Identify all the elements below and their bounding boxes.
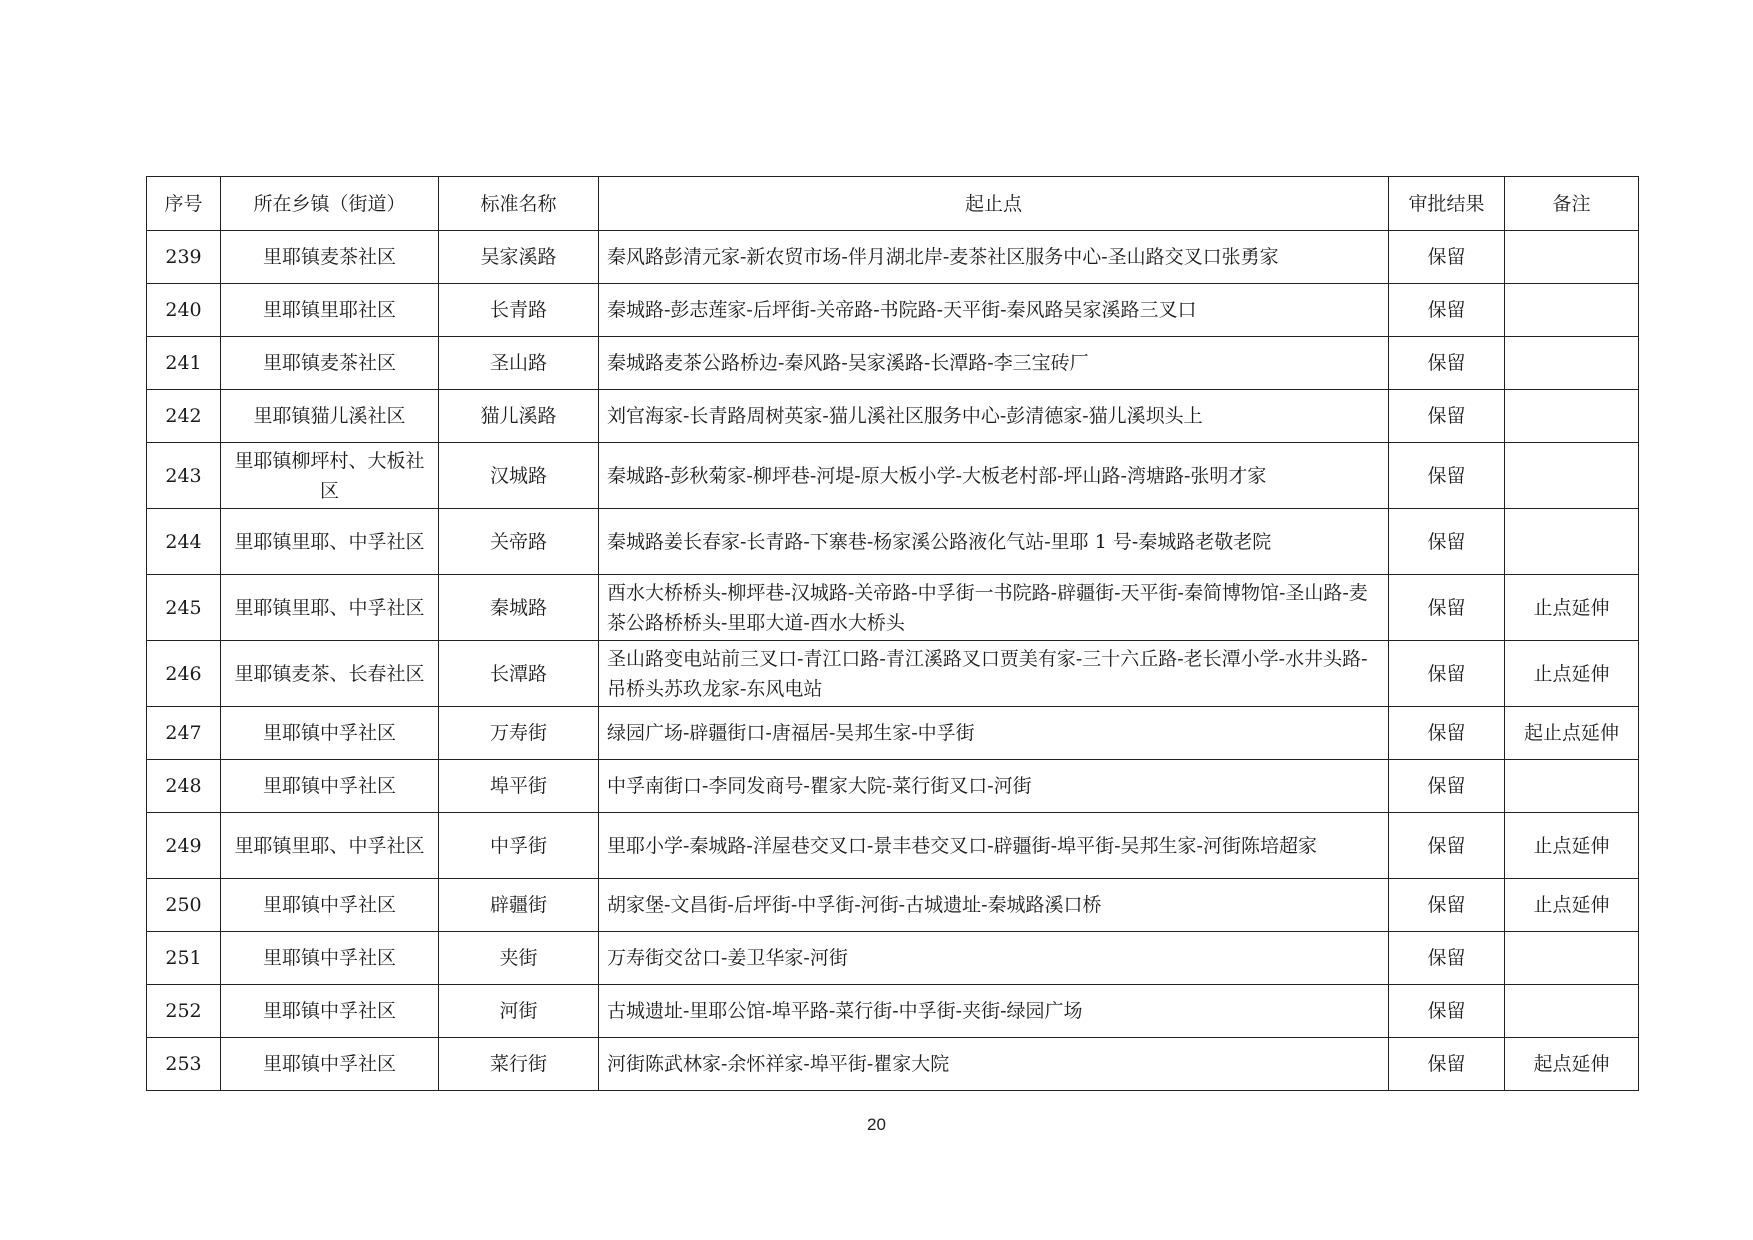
row-note bbox=[1505, 337, 1639, 390]
row-name: 汉城路 bbox=[439, 443, 599, 509]
row-note bbox=[1505, 443, 1639, 509]
row-name: 猫儿溪路 bbox=[439, 390, 599, 443]
row-town: 里耶镇麦茶社区 bbox=[221, 337, 439, 390]
row-result: 保留 bbox=[1389, 443, 1505, 509]
table-row bbox=[147, 443, 1639, 509]
row-name: 中孚街 bbox=[439, 813, 599, 879]
row-route: 万寿街交岔口-姜卫华家-河街 bbox=[599, 932, 1389, 985]
row-town: 里耶镇柳坪村、大板社区 bbox=[221, 443, 439, 509]
row-route: 秦城路-彭志莲家-后坪街-关帝路-书院路-天平街-秦风路吴家溪路三叉口 bbox=[599, 284, 1389, 337]
table-row bbox=[147, 879, 1639, 932]
header-route: 起止点 bbox=[599, 177, 1389, 231]
row-result: 保留 bbox=[1389, 231, 1505, 284]
row-number: 244 bbox=[147, 509, 221, 575]
row-town: 里耶镇中孚社区 bbox=[221, 932, 439, 985]
table-row bbox=[147, 1038, 1639, 1091]
row-result: 保留 bbox=[1389, 337, 1505, 390]
row-number: 247 bbox=[147, 707, 221, 760]
row-result: 保留 bbox=[1389, 1038, 1505, 1091]
row-route: 里耶小学-秦城路-洋屋巷交叉口-景丰巷交叉口-辟疆街-埠平街-吴邦生家-河街陈培超家 bbox=[599, 813, 1389, 879]
header-result: 审批结果 bbox=[1389, 177, 1505, 231]
table-row bbox=[147, 575, 1639, 641]
row-name: 吴家溪路 bbox=[439, 231, 599, 284]
row-name: 长潭路 bbox=[439, 641, 599, 707]
row-note bbox=[1505, 390, 1639, 443]
row-note: 止点延伸 bbox=[1505, 879, 1639, 932]
row-note: 止点延伸 bbox=[1505, 575, 1639, 641]
table-row bbox=[147, 707, 1639, 760]
row-route: 中孚南街口-李同发商号-瞿家大院-菜行街叉口-河街 bbox=[599, 760, 1389, 813]
row-name: 关帝路 bbox=[439, 509, 599, 575]
row-number: 243 bbox=[147, 443, 221, 509]
row-note: 止点延伸 bbox=[1505, 813, 1639, 879]
header-name: 标准名称 bbox=[439, 177, 599, 231]
row-name: 秦城路 bbox=[439, 575, 599, 641]
row-name: 河街 bbox=[439, 985, 599, 1038]
row-number: 248 bbox=[147, 760, 221, 813]
row-number: 252 bbox=[147, 985, 221, 1038]
row-route: 胡家堡-文昌街-后坪街-中孚街-河街-古城遗址-秦城路溪口桥 bbox=[599, 879, 1389, 932]
row-route: 秦城路麦茶公路桥边-秦风路-吴家溪路-长潭路-李三宝砖厂 bbox=[599, 337, 1389, 390]
row-result: 保留 bbox=[1389, 707, 1505, 760]
row-number: 241 bbox=[147, 337, 221, 390]
row-name: 菜行街 bbox=[439, 1038, 599, 1091]
row-note bbox=[1505, 985, 1639, 1038]
row-town: 里耶镇里耶、中孚社区 bbox=[221, 509, 439, 575]
row-route: 秦城路-彭秋菊家-柳坪巷-河堤-原大板小学-大板老村部-坪山路-湾塘路-张明才家 bbox=[599, 443, 1389, 509]
row-number: 240 bbox=[147, 284, 221, 337]
header-note: 备注 bbox=[1505, 177, 1639, 231]
table-row bbox=[147, 284, 1639, 337]
row-name: 圣山路 bbox=[439, 337, 599, 390]
row-route: 秦城路姜长春家-长青路-下寨巷-杨家溪公路液化气站-里耶 1 号-秦城路老敬老院 bbox=[599, 509, 1389, 575]
table-row bbox=[147, 390, 1639, 443]
row-result: 保留 bbox=[1389, 813, 1505, 879]
row-result: 保留 bbox=[1389, 932, 1505, 985]
row-number: 245 bbox=[147, 575, 221, 641]
row-route: 河街陈武林家-余怀祥家-埠平街-瞿家大院 bbox=[599, 1038, 1389, 1091]
row-name: 夹街 bbox=[439, 932, 599, 985]
row-note: 起点延伸 bbox=[1505, 1038, 1639, 1091]
row-result: 保留 bbox=[1389, 390, 1505, 443]
row-town: 里耶镇里耶、中孚社区 bbox=[221, 813, 439, 879]
row-number: 250 bbox=[147, 879, 221, 932]
row-note bbox=[1505, 509, 1639, 575]
row-town: 里耶镇中孚社区 bbox=[221, 760, 439, 813]
road-naming-table bbox=[146, 176, 1639, 1091]
row-route: 酉水大桥桥头-柳坪巷-汉城路-关帝路-中孚街一书院路-辟疆街-天平街-秦简博物馆-圣山路-麦茶公路桥桥头-里耶大道-酉水大桥头 bbox=[599, 575, 1389, 641]
table-row bbox=[147, 932, 1639, 985]
row-number: 253 bbox=[147, 1038, 221, 1091]
row-result: 保留 bbox=[1389, 879, 1505, 932]
row-note: 起止点延伸 bbox=[1505, 707, 1639, 760]
row-route: 刘官海家-长青路周树英家-猫儿溪社区服务中心-彭清德家-猫儿溪坝头上 bbox=[599, 390, 1389, 443]
row-name: 辟疆街 bbox=[439, 879, 599, 932]
row-number: 251 bbox=[147, 932, 221, 985]
row-note bbox=[1505, 231, 1639, 284]
row-result: 保留 bbox=[1389, 641, 1505, 707]
row-number: 249 bbox=[147, 813, 221, 879]
row-number: 239 bbox=[147, 231, 221, 284]
table-row bbox=[147, 641, 1639, 707]
table-header-row bbox=[147, 177, 1639, 231]
row-town: 里耶镇猫儿溪社区 bbox=[221, 390, 439, 443]
row-result: 保留 bbox=[1389, 985, 1505, 1038]
row-result: 保留 bbox=[1389, 509, 1505, 575]
row-number: 246 bbox=[147, 641, 221, 707]
row-route: 古城遗址-里耶公馆-埠平路-菜行街-中孚街-夹街-绿园广场 bbox=[599, 985, 1389, 1038]
row-name: 万寿街 bbox=[439, 707, 599, 760]
row-result: 保留 bbox=[1389, 760, 1505, 813]
row-note: 止点延伸 bbox=[1505, 641, 1639, 707]
header-town: 所在乡镇（街道） bbox=[221, 177, 439, 231]
row-note bbox=[1505, 932, 1639, 985]
row-route: 绿园广场-辟疆街口-唐福居-吴邦生家-中孚街 bbox=[599, 707, 1389, 760]
row-name: 长青路 bbox=[439, 284, 599, 337]
table-row bbox=[147, 985, 1639, 1038]
row-note bbox=[1505, 284, 1639, 337]
row-name: 埠平街 bbox=[439, 760, 599, 813]
row-result: 保留 bbox=[1389, 284, 1505, 337]
row-town: 里耶镇中孚社区 bbox=[221, 879, 439, 932]
table-row bbox=[147, 760, 1639, 813]
row-town: 里耶镇里耶、中孚社区 bbox=[221, 575, 439, 641]
table-row bbox=[147, 509, 1639, 575]
row-town: 里耶镇中孚社区 bbox=[221, 985, 439, 1038]
row-number: 242 bbox=[147, 390, 221, 443]
page-number: 20 bbox=[867, 1115, 886, 1134]
row-town: 里耶镇麦茶社区 bbox=[221, 231, 439, 284]
row-note bbox=[1505, 760, 1639, 813]
row-result: 保留 bbox=[1389, 575, 1505, 641]
row-route: 圣山路变电站前三叉口-青江口路-青江溪路叉口贾美有家-三十六丘路-老长潭小学-水井头路-吊桥头苏玖龙家-东风电站 bbox=[599, 641, 1389, 707]
header-number: 序号 bbox=[147, 177, 221, 231]
table-row bbox=[147, 231, 1639, 284]
row-town: 里耶镇中孚社区 bbox=[221, 707, 439, 760]
row-town: 里耶镇里耶社区 bbox=[221, 284, 439, 337]
row-town: 里耶镇中孚社区 bbox=[221, 1038, 439, 1091]
table-row bbox=[147, 813, 1639, 879]
row-town: 里耶镇麦茶、长春社区 bbox=[221, 641, 439, 707]
row-route: 秦风路彭清元家-新农贸市场-伴月湖北岸-麦茶社区服务中心-圣山路交叉口张勇家 bbox=[599, 231, 1389, 284]
table-row bbox=[147, 337, 1639, 390]
